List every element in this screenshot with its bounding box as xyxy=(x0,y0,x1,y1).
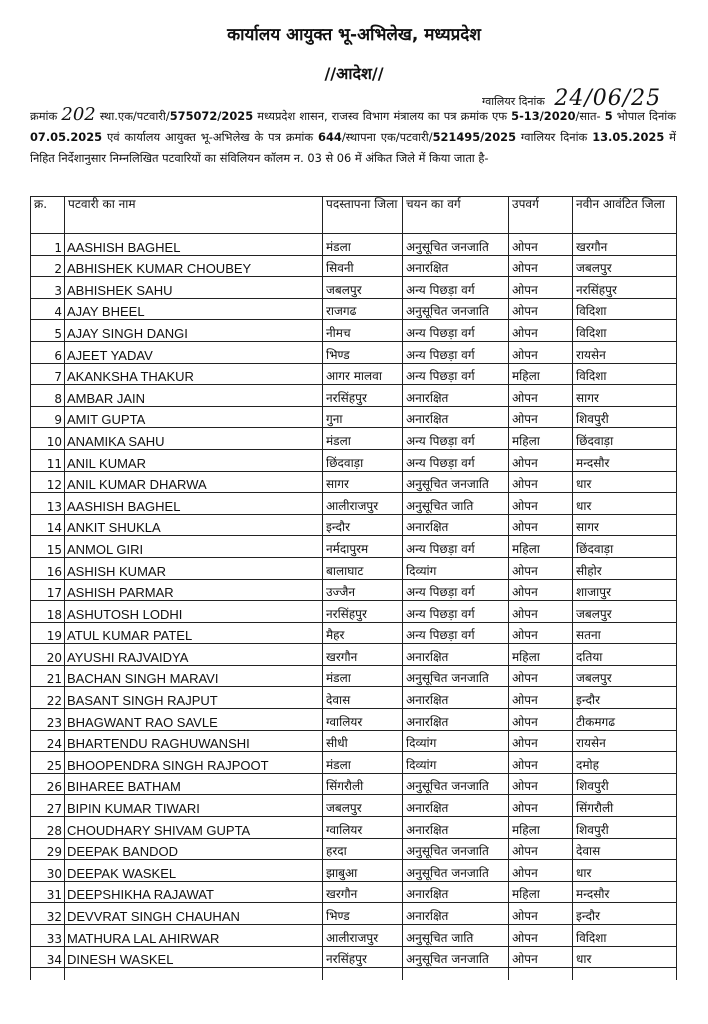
cell-subcategory: ओपन xyxy=(509,773,573,795)
table-row xyxy=(31,946,677,968)
cell-subcategory: ओपन xyxy=(509,860,573,882)
cell-name: CHOUDHARY SHIVAM GUPTA xyxy=(65,817,323,839)
cell-posting-district: खरगौन xyxy=(323,881,403,903)
date-label: ग्वालियर दिनांक xyxy=(482,95,545,108)
cell-name: ASHUTOSH LODHI xyxy=(65,601,323,623)
cell-new-district: शिवपुरी xyxy=(573,817,677,839)
cell-new-district: दतिया xyxy=(573,644,677,666)
cell-name: AJEET YADAV xyxy=(65,341,323,363)
cell-subcategory: महिला xyxy=(509,644,573,666)
cell-category: अनारक्षित xyxy=(403,385,509,407)
cell-name: ANMOL GIRI xyxy=(65,536,323,558)
cell-new-district: जबलपुर xyxy=(573,601,677,623)
cell-subcategory: ओपन xyxy=(509,298,573,320)
cell-category: अनारक्षित xyxy=(403,644,509,666)
cell-posting-district: सागर xyxy=(323,471,403,493)
order-text-5: एवं कार्यालय आयुक्त भू-अभिलेख के पत्र क्रमांक xyxy=(102,130,319,144)
cell-name: AMIT GUPTA xyxy=(65,406,323,428)
cell-sn: 6 xyxy=(31,341,65,363)
patwari-table xyxy=(30,196,677,980)
header-name: पटवारी का नाम xyxy=(65,197,323,234)
cell-category: अनारक्षित xyxy=(403,817,509,839)
cell-posting-district: आलीराजपुर xyxy=(323,925,403,947)
table-row xyxy=(31,449,677,471)
order-paragraph xyxy=(30,104,676,169)
cell-sn: 9 xyxy=(31,406,65,428)
cell-category: अनुसूचित जनजाति xyxy=(403,773,509,795)
cell-name: DEEPAK BANDOD xyxy=(65,838,323,860)
table-row xyxy=(31,709,677,731)
cell-new-district: विदिशा xyxy=(573,925,677,947)
cell-name: DEVVRAT SINGH CHAUHAN xyxy=(65,903,323,925)
cell-category: अनुसूचित जाति xyxy=(403,493,509,515)
cell-category: अनुसूचित जनजाति xyxy=(403,298,509,320)
cell-new-district: सागर xyxy=(573,385,677,407)
cell-name: AYUSHI RAJVAIDYA xyxy=(65,644,323,666)
order-number: 202 xyxy=(61,104,96,125)
cell-name: ASHISH KUMAR xyxy=(65,557,323,579)
cell-new-district: रायसेन xyxy=(573,730,677,752)
order-ref-5: 644 xyxy=(318,130,342,144)
cell-new-district: टीकमगढ xyxy=(573,709,677,731)
cell-category: अनारक्षित xyxy=(403,255,509,277)
cell-category: अनारक्षित xyxy=(403,514,509,536)
cell-sn: 7 xyxy=(31,363,65,385)
cell-new-district: इन्दौर xyxy=(573,687,677,709)
cell-subcategory: ओपन xyxy=(509,838,573,860)
table-row xyxy=(31,881,677,903)
cell-name: ANAMIKA SAHU xyxy=(65,428,323,450)
order-ref-6: 521495/2025 xyxy=(432,130,516,144)
cell-sn: 12 xyxy=(31,471,65,493)
cell-sn: 15 xyxy=(31,536,65,558)
cell-name: AASHISH BAGHEL xyxy=(65,493,323,515)
cell-new-district: खरगौन xyxy=(573,234,677,256)
cell-new-district: विदिशा xyxy=(573,320,677,342)
cell-category: अनारक्षित xyxy=(403,795,509,817)
cell-category: अन्य पिछड़ा वर्ग xyxy=(403,341,509,363)
cell-subcategory: ओपन xyxy=(509,903,573,925)
cell-sn: 24 xyxy=(31,730,65,752)
cell-sn: 19 xyxy=(31,622,65,644)
cell-posting-district: नीमच xyxy=(323,320,403,342)
cell-sn: 28 xyxy=(31,817,65,839)
cell-new-district: मन्दसौर xyxy=(573,881,677,903)
cell-sn: 18 xyxy=(31,601,65,623)
cell-category: अन्य पिछड़ा वर्ग xyxy=(403,536,509,558)
cell-subcategory: ओपन xyxy=(509,795,573,817)
cell-category: अनुसूचित जनजाति xyxy=(403,838,509,860)
cell-posting-district: नर्मदापुरम xyxy=(323,536,403,558)
cell-sn: 17 xyxy=(31,579,65,601)
cell-posting-district: आलीराजपुर xyxy=(323,493,403,515)
cell-name: BHARTENDU RAGHUWANSHI xyxy=(65,730,323,752)
cell-sn: 5 xyxy=(31,320,65,342)
cell-posting-district: मंडला xyxy=(323,665,403,687)
cell-new-district: धार xyxy=(573,860,677,882)
table-row xyxy=(31,320,677,342)
cell-category: दिव्यांग xyxy=(403,730,509,752)
cell-posting-district: नरसिंहपुर xyxy=(323,601,403,623)
cell-new-district: शिवपुरी xyxy=(573,773,677,795)
cell-sn: 22 xyxy=(31,687,65,709)
cell-name: DEEPAK WASKEL xyxy=(65,860,323,882)
cell-subcategory: महिला xyxy=(509,817,573,839)
cell-subcategory: ओपन xyxy=(509,277,573,299)
cell-category: अन्य पिछड़ा वर्ग xyxy=(403,428,509,450)
order-ref-7: 13.05.2025 xyxy=(592,130,665,144)
cell-sn: 21 xyxy=(31,665,65,687)
order-text-8: में निहित निर्देशानुसार निम्नलिखित पटवारियों का संविलियन कॉलम न. 03 से 06 में अंकित जिले में किया जाता है- xyxy=(30,130,676,165)
cell-sn: 29 xyxy=(31,838,65,860)
table-row xyxy=(31,557,677,579)
cell-subcategory: महिला xyxy=(509,536,573,558)
order-text-4: भोपाल दिनांक xyxy=(612,109,676,123)
cell-posting-district: नरसिंहपुर xyxy=(323,385,403,407)
table-row xyxy=(31,925,677,947)
cell-posting-district: ग्वालियर xyxy=(323,709,403,731)
cell-sn: 4 xyxy=(31,298,65,320)
cell-name: BHAGWANT RAO SAVLE xyxy=(65,709,323,731)
cell-new-district: विदिशा xyxy=(573,298,677,320)
cell-subcategory: ओपन xyxy=(509,622,573,644)
cell-new-district: छिंदवाड़ा xyxy=(573,428,677,450)
cell-subcategory: ओपन xyxy=(509,385,573,407)
table-row xyxy=(31,363,677,385)
cell-subcategory: ओपन xyxy=(509,234,573,256)
cell-subcategory: ओपन xyxy=(509,557,573,579)
cell-subcategory: ओपन xyxy=(509,449,573,471)
cell-posting-district: भिण्ड xyxy=(323,903,403,925)
cell-subcategory: ओपन xyxy=(509,406,573,428)
cell-subcategory: ओपन xyxy=(509,730,573,752)
cell-sn: 3 xyxy=(31,277,65,299)
cell-posting-district: राजगढ xyxy=(323,298,403,320)
order-text-2: मध्यप्रदेश शासन, राजस्व विभाग मंत्रालय का पत्र क्रमांक एफ xyxy=(253,109,512,123)
cell-sn: 34 xyxy=(31,946,65,968)
cell-name: ABHISHEK SAHU xyxy=(65,277,323,299)
cell-category: अनारक्षित xyxy=(403,903,509,925)
cell-sn: 1 xyxy=(31,234,65,256)
cell-subcategory: महिला xyxy=(509,363,573,385)
table-row xyxy=(31,622,677,644)
cell-subcategory: ओपन xyxy=(509,255,573,277)
cell-new-district: नरसिंहपुर xyxy=(573,277,677,299)
cell-posting-district: इन्दौर xyxy=(323,514,403,536)
cell-category: अन्य पिछड़ा वर्ग xyxy=(403,363,509,385)
cell-category: अनुसूचित जनजाति xyxy=(403,946,509,968)
cell-posting-district: देवास xyxy=(323,687,403,709)
cell-subcategory: ओपन xyxy=(509,687,573,709)
order-ref-2: 5-13/2020 xyxy=(511,109,576,123)
cell-new-district: धार xyxy=(573,471,677,493)
cell-category: अनुसूचित जनजाति xyxy=(403,860,509,882)
cell-name: DINESH WASKEL xyxy=(65,946,323,968)
cell-name: ANIL KUMAR DHARWA xyxy=(65,471,323,493)
order-ref-4: 07.05.2025 xyxy=(30,130,103,144)
header-category: चयन का वर्ग xyxy=(403,197,509,234)
table-row xyxy=(31,665,677,687)
table-row xyxy=(31,817,677,839)
order-ref-1: 575072/2025 xyxy=(169,109,254,123)
table-row xyxy=(31,860,677,882)
cell-category: अनारक्षित xyxy=(403,687,509,709)
order-text-6: /स्थापना एक/पटवारी/ xyxy=(341,130,433,144)
cell-new-district: विदिशा xyxy=(573,363,677,385)
handwritten-date: 24/06/25 xyxy=(554,86,662,111)
cell-name: ATUL KUMAR PATEL xyxy=(65,622,323,644)
cell-sn: 2 xyxy=(31,255,65,277)
table-row xyxy=(31,838,677,860)
cell-sn: 25 xyxy=(31,752,65,774)
cell-posting-district: सिवनी xyxy=(323,255,403,277)
cell-name: BASANT SINGH RAJPUT xyxy=(65,687,323,709)
cell-sn: 14 xyxy=(31,514,65,536)
cell-subcategory: ओपन xyxy=(509,514,573,536)
cell-posting-district: मंडला xyxy=(323,234,403,256)
cell-sn: 30 xyxy=(31,860,65,882)
table-row xyxy=(31,687,677,709)
empty-cell xyxy=(65,968,323,981)
cell-subcategory: ओपन xyxy=(509,709,573,731)
table-row xyxy=(31,255,677,277)
cell-posting-district: नरसिंहपुर xyxy=(323,946,403,968)
cell-posting-district: मंडला xyxy=(323,428,403,450)
table-row xyxy=(31,341,677,363)
cell-sn: 16 xyxy=(31,557,65,579)
table-row xyxy=(31,298,677,320)
cell-subcategory: ओपन xyxy=(509,752,573,774)
cell-name: DEEPSHIKHA RAJAWAT xyxy=(65,881,323,903)
cell-posting-district: उज्जैन xyxy=(323,579,403,601)
table-row xyxy=(31,493,677,515)
office-title: कार्यालय आयुक्त भू-अभिलेख, मध्यप्रदेश xyxy=(227,25,481,45)
cell-name: AASHISH BAGHEL xyxy=(65,234,323,256)
empty-cell xyxy=(509,968,573,981)
cell-posting-district: हरदा xyxy=(323,838,403,860)
cell-subcategory: ओपन xyxy=(509,493,573,515)
cell-name: AJAY BHEEL xyxy=(65,298,323,320)
table-row xyxy=(31,536,677,558)
cell-new-district: धार xyxy=(573,493,677,515)
cell-category: अन्य पिछड़ा वर्ग xyxy=(403,320,509,342)
cell-new-district: दमोह xyxy=(573,752,677,774)
cell-category: अनुसूचित जनजाति xyxy=(403,471,509,493)
table-continuation-row xyxy=(31,968,677,981)
cell-posting-district: आगर मालवा xyxy=(323,363,403,385)
order-text-7: ग्वालियर दिनांक xyxy=(516,130,593,144)
cell-name: BIPIN KUMAR TIWARI xyxy=(65,795,323,817)
cell-sn: 23 xyxy=(31,709,65,731)
cell-category: अन्य पिछड़ा वर्ग xyxy=(403,277,509,299)
cell-category: अन्य पिछड़ा वर्ग xyxy=(403,622,509,644)
empty-cell xyxy=(573,968,677,981)
cell-category: दिव्यांग xyxy=(403,752,509,774)
cell-posting-district: मंडला xyxy=(323,752,403,774)
cell-category: अन्य पिछड़ा वर्ग xyxy=(403,579,509,601)
cell-sn: 33 xyxy=(31,925,65,947)
cell-subcategory: ओपन xyxy=(509,471,573,493)
cell-name: BACHAN SINGH MARAVI xyxy=(65,665,323,687)
cell-new-district: सीहोर xyxy=(573,557,677,579)
table-row xyxy=(31,471,677,493)
cell-new-district: जबलपुर xyxy=(573,255,677,277)
cell-new-district: शाजापुर xyxy=(573,579,677,601)
cell-posting-district: झाबुआ xyxy=(323,860,403,882)
cell-name: AMBAR JAIN xyxy=(65,385,323,407)
table-row xyxy=(31,277,677,299)
table-row xyxy=(31,773,677,795)
cell-sn: 26 xyxy=(31,773,65,795)
order-text-3: /सात- xyxy=(575,109,605,123)
cell-category: दिव्यांग xyxy=(403,557,509,579)
order-heading: //आदेश// xyxy=(324,64,384,83)
cell-posting-district: खरगौन xyxy=(323,644,403,666)
cell-sn: 10 xyxy=(31,428,65,450)
cell-category: अनारक्षित xyxy=(403,709,509,731)
cell-name: AKANKSHA THAKUR xyxy=(65,363,323,385)
cell-posting-district: मैहर xyxy=(323,622,403,644)
cell-sn: 32 xyxy=(31,903,65,925)
table-row xyxy=(31,514,677,536)
cell-subcategory: महिला xyxy=(509,428,573,450)
cell-sn: 27 xyxy=(31,795,65,817)
cell-category: अनारक्षित xyxy=(403,406,509,428)
cell-subcategory: ओपन xyxy=(509,665,573,687)
table-header-row xyxy=(31,197,677,234)
cell-posting-district: जबलपुर xyxy=(323,277,403,299)
table-row xyxy=(31,234,677,256)
cell-category: अन्य पिछड़ा वर्ग xyxy=(403,601,509,623)
table-row xyxy=(31,428,677,450)
header-posting-district: पदस्तापना जिला xyxy=(323,197,403,234)
cell-posting-district: सिंगरौली xyxy=(323,773,403,795)
cell-name: AJAY SINGH DANGI xyxy=(65,320,323,342)
cell-new-district: मन्दसौर xyxy=(573,449,677,471)
cell-subcategory: ओपन xyxy=(509,601,573,623)
cell-posting-district: छिंदवाड़ा xyxy=(323,449,403,471)
empty-cell xyxy=(323,968,403,981)
empty-cell xyxy=(31,968,65,981)
cell-new-district: धार xyxy=(573,946,677,968)
cell-posting-district: ग्वालियर xyxy=(323,817,403,839)
cell-sn: 31 xyxy=(31,881,65,903)
cell-name: ANIL KUMAR xyxy=(65,449,323,471)
cell-subcategory: ओपन xyxy=(509,579,573,601)
cell-category: अनुसूचित जनजाति xyxy=(403,234,509,256)
cell-posting-district: गुना xyxy=(323,406,403,428)
cell-new-district: सागर xyxy=(573,514,677,536)
cell-new-district: शिवपुरी xyxy=(573,406,677,428)
cell-name: ANKIT SHUKLA xyxy=(65,514,323,536)
table-row xyxy=(31,601,677,623)
cell-category: अनुसूचित जनजाति xyxy=(403,665,509,687)
cell-category: अनुसूचित जाति xyxy=(403,925,509,947)
cell-new-district: जबलपुर xyxy=(573,665,677,687)
cell-posting-district: भिण्ड xyxy=(323,341,403,363)
cell-category: अनारक्षित xyxy=(403,881,509,903)
cell-category: अन्य पिछड़ा वर्ग xyxy=(403,449,509,471)
table-row xyxy=(31,406,677,428)
table-row xyxy=(31,644,677,666)
cell-new-district: सिंगरौली xyxy=(573,795,677,817)
cell-new-district: इन्दौर xyxy=(573,903,677,925)
table-row xyxy=(31,795,677,817)
table-row xyxy=(31,730,677,752)
cell-posting-district: सीधी xyxy=(323,730,403,752)
cell-sn: 11 xyxy=(31,449,65,471)
table-row xyxy=(31,903,677,925)
order-ref-3: 5 xyxy=(604,109,613,123)
cell-subcategory: ओपन xyxy=(509,341,573,363)
cell-new-district: सतना xyxy=(573,622,677,644)
table-row xyxy=(31,579,677,601)
cell-posting-district: बालाघाट xyxy=(323,557,403,579)
cell-new-district: छिंदवाड़ा xyxy=(573,536,677,558)
cell-sn: 20 xyxy=(31,644,65,666)
order-text-1: स्था.एक/पटवारी/ xyxy=(95,109,170,123)
cell-name: ABHISHEK KUMAR CHOUBEY xyxy=(65,255,323,277)
table-row xyxy=(31,385,677,407)
cell-posting-district: जबलपुर xyxy=(323,795,403,817)
cell-new-district: देवास xyxy=(573,838,677,860)
cell-name: MATHURA LAL AHIRWAR xyxy=(65,925,323,947)
empty-cell xyxy=(403,968,509,981)
cell-new-district: रायसेन xyxy=(573,341,677,363)
order-prefix: क्रमांक xyxy=(30,109,58,123)
cell-subcategory: ओपन xyxy=(509,925,573,947)
table-row xyxy=(31,752,677,774)
cell-name: ASHISH PARMAR xyxy=(65,579,323,601)
cell-sn: 8 xyxy=(31,385,65,407)
cell-sn: 13 xyxy=(31,493,65,515)
cell-subcategory: ओपन xyxy=(509,946,573,968)
header-subcategory: उपवर्ग xyxy=(509,197,573,234)
cell-name: BHOOPENDRA SINGH RAJPOOT xyxy=(65,752,323,774)
cell-subcategory: ओपन xyxy=(509,320,573,342)
header-new-district: नवीन आवंटित जिला xyxy=(573,197,677,234)
header-sn: क्र. xyxy=(31,197,65,234)
cell-name: BIHAREE BATHAM xyxy=(65,773,323,795)
cell-subcategory: महिला xyxy=(509,881,573,903)
